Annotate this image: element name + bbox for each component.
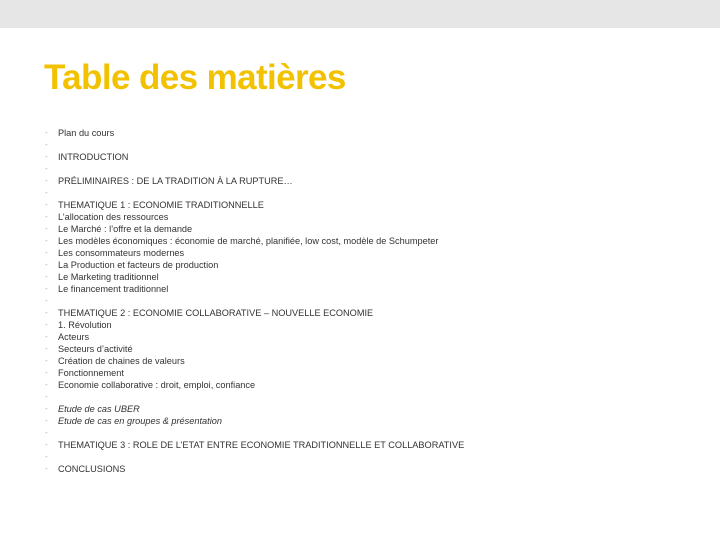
- toc-item: [45, 307, 695, 319]
- toc-item-text: Le Marché : l’offre et la demande: [58, 224, 193, 234]
- toc-item: [45, 439, 695, 451]
- toc-item: [45, 235, 695, 247]
- toc-item: [45, 283, 695, 295]
- slide-title: Table des matières: [44, 58, 346, 97]
- toc-item: [45, 367, 695, 379]
- bullet-dash-icon: -: [45, 248, 48, 257]
- bullet-dash-icon: -: [45, 236, 48, 245]
- bullet-dash-icon: -: [45, 464, 48, 473]
- bullet-dash-icon: -: [45, 404, 48, 413]
- toc-item: [45, 151, 695, 163]
- toc-item: [45, 295, 695, 307]
- toc-item-text: Le Marketing traditionnel: [58, 272, 159, 282]
- toc-item: [45, 379, 695, 391]
- bullet-dash-icon: -: [45, 320, 48, 329]
- bullet-dash-icon: -: [45, 140, 48, 149]
- toc-item: [45, 163, 695, 175]
- toc-item: [45, 415, 695, 427]
- bullet-dash-icon: -: [45, 296, 48, 305]
- toc-item-text: Etude de cas en groupes & présentation: [58, 416, 222, 426]
- toc-item-text: PRÉLIMINAIRES : DE LA TRADITION À LA RUPTURE…: [58, 176, 293, 186]
- toc-item: [45, 451, 695, 463]
- toc-item-text: THEMATIQUE 3 : ROLE DE L’ETAT ENTRE ECONOMIE TRADITIONNELLE ET COLLABORATIVE: [58, 440, 465, 450]
- toc-item: [45, 247, 695, 259]
- toc-item: [45, 187, 695, 199]
- table-of-contents: [45, 127, 695, 475]
- toc-item: [45, 427, 695, 439]
- toc-item-text: INTRODUCTION: [58, 152, 129, 162]
- toc-item-text: Etude de cas UBER: [58, 404, 140, 414]
- bullet-dash-icon: -: [45, 188, 48, 197]
- toc-item-text: Economie collaborative : droit, emploi, confiance: [58, 380, 256, 390]
- toc-item-text: Acteurs: [58, 332, 90, 342]
- bullet-dash-icon: -: [45, 272, 48, 281]
- bullet-dash-icon: -: [45, 176, 48, 185]
- bullet-dash-icon: -: [45, 332, 48, 341]
- bullet-dash-icon: -: [45, 440, 48, 449]
- toc-item-text: Les modèles économiques : économie de marché, planifiée, low cost, modèle de Schumpeter: [58, 236, 439, 246]
- top-bar: [0, 0, 720, 28]
- bullet-dash-icon: -: [45, 260, 48, 269]
- toc-item-text: La Production et facteurs de production: [58, 260, 219, 270]
- toc-item: [45, 199, 695, 211]
- bullet-dash-icon: -: [45, 284, 48, 293]
- bullet-dash-icon: -: [45, 224, 48, 233]
- bullet-dash-icon: -: [45, 428, 48, 437]
- toc-item-text: Les consommateurs modernes: [58, 248, 185, 258]
- toc-item-text: 1. Révolution: [58, 320, 112, 330]
- bullet-dash-icon: -: [45, 368, 48, 377]
- toc-item-text: THEMATIQUE 1 : ECONOMIE TRADITIONNELLE: [58, 200, 264, 210]
- toc-item-text: Le financement traditionnel: [58, 284, 169, 294]
- toc-item-text: CONCLUSIONS: [58, 464, 126, 474]
- bullet-dash-icon: -: [45, 212, 48, 221]
- bullet-dash-icon: -: [45, 200, 48, 209]
- bullet-dash-icon: -: [45, 344, 48, 353]
- toc-item-text: Plan du cours: [58, 128, 115, 138]
- toc-item: [45, 403, 695, 415]
- toc-item-text: THEMATIQUE 2 : ECONOMIE COLLABORATIVE – NOUVELLE ECONOMIE: [58, 308, 374, 318]
- toc-item: [45, 355, 695, 367]
- bullet-dash-icon: -: [45, 308, 48, 317]
- toc-item: [45, 331, 695, 343]
- toc-item: [45, 211, 695, 223]
- bullet-dash-icon: -: [45, 416, 48, 425]
- toc-item: [45, 259, 695, 271]
- toc-item: [45, 175, 695, 187]
- toc-item-text: Création de chaines de valeurs: [58, 356, 185, 366]
- bullet-dash-icon: -: [45, 152, 48, 161]
- toc-item: [45, 127, 695, 139]
- bullet-dash-icon: -: [45, 452, 48, 461]
- toc-item-text: L’allocation des ressources: [58, 212, 169, 222]
- toc-item: [45, 463, 695, 475]
- bullet-dash-icon: -: [45, 128, 48, 137]
- toc-item: [45, 139, 695, 151]
- bullet-dash-icon: -: [45, 392, 48, 401]
- toc-item-text: Fonctionnement: [58, 368, 124, 378]
- bullet-dash-icon: -: [45, 380, 48, 389]
- toc-item: [45, 391, 695, 403]
- toc-item: [45, 223, 695, 235]
- toc-item: [45, 343, 695, 355]
- bullet-dash-icon: -: [45, 356, 48, 365]
- bullet-dash-icon: -: [45, 164, 48, 173]
- toc-item: [45, 319, 695, 331]
- toc-item-text: Secteurs d’activité: [58, 344, 133, 354]
- toc-item: [45, 271, 695, 283]
